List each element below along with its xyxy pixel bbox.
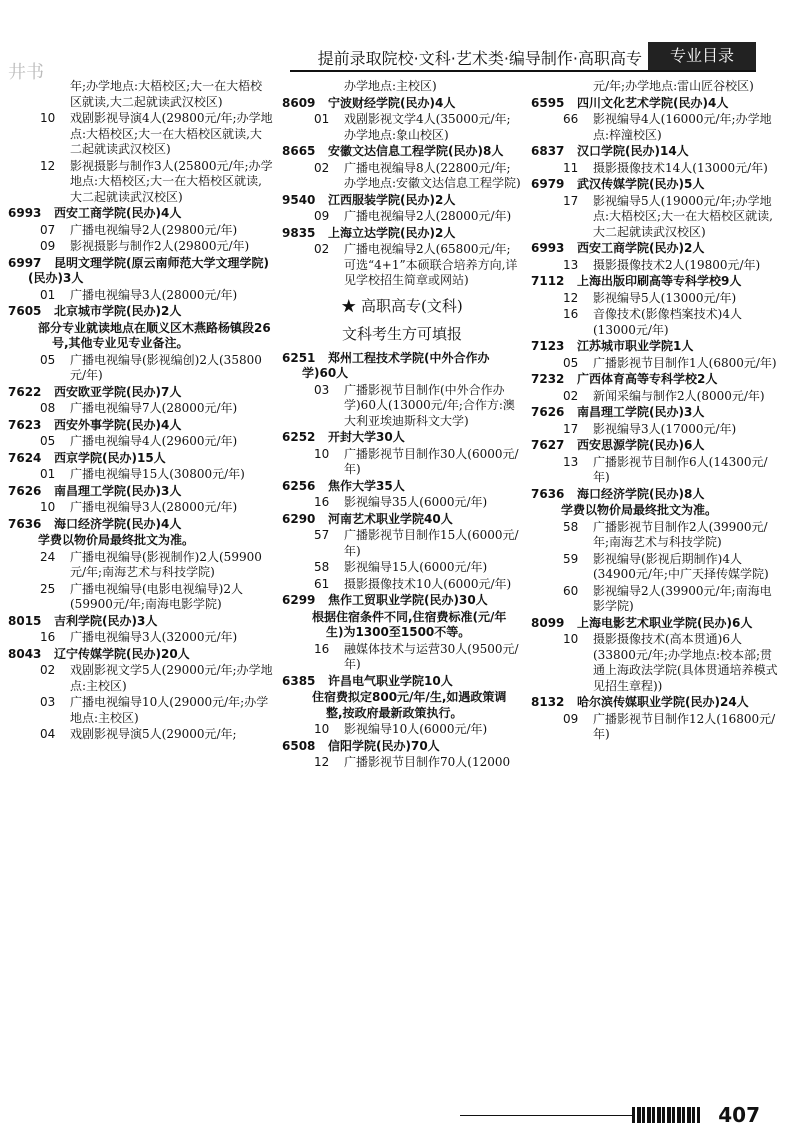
school-entry: [8, 418, 273, 434]
major-entry: [8, 223, 273, 239]
major-code: 10: [314, 446, 330, 461]
school-code: 9540: [282, 192, 316, 207]
major-code: 05: [40, 352, 56, 367]
major-code: 60: [563, 583, 579, 598]
major-text: 广播影视节目制作15人(6000元/年): [344, 528, 519, 558]
major-entry: [282, 560, 522, 576]
major-text: 新闻采编与制作2人(8000元/年): [593, 388, 765, 403]
major-text: 影视编导5人(13000元/年): [593, 290, 737, 305]
major-entry: [531, 632, 783, 694]
school-code: 6299: [282, 593, 316, 607]
major-text: 影视编导35人(6000元/年): [344, 495, 488, 509]
school-entry: [282, 593, 522, 609]
school-name: 开封大学30人: [328, 430, 405, 444]
school-code: 7624: [8, 450, 42, 465]
major-code: 10: [40, 500, 56, 514]
major-code: 16: [40, 630, 56, 644]
school-code: 6290: [282, 511, 316, 526]
major-text: 广播电视编导2人(29800元/年): [70, 222, 238, 237]
school-entry: [531, 274, 783, 290]
school-name: 上海电影艺术职业学院(民办)6人: [577, 615, 753, 630]
major-text: 戏剧影视导演4人(29800元/年;办学地点:大梧校区;大一在大梧校区就读,大二起就读武汉校区): [70, 111, 273, 156]
major-text: 广播影视节目制作70人(12000: [344, 755, 511, 769]
school-name: 广西体育高等专科学校2人: [577, 372, 718, 386]
school-entry: [8, 647, 273, 663]
school-code: 7626: [531, 405, 565, 419]
major-entry: [282, 112, 522, 143]
major-code: 10: [314, 722, 330, 736]
school-name: 西安思源学院(民办)6人: [577, 438, 705, 452]
major-entry: [531, 112, 783, 143]
major-entry: [8, 239, 273, 255]
school-entry: [531, 695, 783, 711]
school-name: 西安工商学院(民办)4人: [54, 206, 182, 220]
major-text: 广播电视编导2人(65800元/年;可选“4+1”本硕联合培养方向,详见学校招生简章或网站): [344, 242, 518, 287]
major-code: 01: [40, 287, 56, 302]
school-entry: [531, 616, 783, 632]
school-code: 7636: [531, 486, 565, 501]
major-code: 61: [314, 576, 330, 591]
major-code: 24: [40, 549, 56, 564]
major-code: 09: [40, 239, 56, 253]
section-tag: 专业目录: [648, 42, 756, 70]
school-name: 西安工商学院(民办)2人: [577, 241, 705, 255]
school-name: 江西服装学院(民办)2人: [328, 192, 456, 207]
column-3: [531, 78, 783, 744]
major-code: 05: [40, 434, 56, 448]
major-code: 12: [563, 290, 579, 305]
school-entry: [282, 96, 522, 112]
major-entry: [8, 500, 273, 516]
major-code: 02: [40, 663, 56, 677]
school-note: 学费以物价局最终批文为准。: [561, 503, 718, 517]
major-entry: [531, 552, 783, 583]
school-name: 许昌电气职业学院10人: [328, 673, 453, 688]
footer-bar: [632, 1107, 700, 1123]
school-code: 8132: [531, 695, 565, 709]
school-code: 8609: [282, 95, 316, 110]
major-text: 广播影视节目制作30人(6000元/年): [344, 446, 519, 476]
school-code: 8015: [8, 613, 42, 628]
major-text: 摄影摄像技术(高本贯通)6人(33800元/年;办学地点:校本部;贯通上海政法学院(具体贯通培养模式见招生章程)): [593, 632, 778, 693]
major-entry: [531, 520, 783, 551]
school-name: 焦作大学35人: [328, 478, 405, 493]
school-name: 四川文化艺术学院(民办)4人: [577, 95, 729, 110]
school-name: 南昌理工学院(民办)3人: [577, 405, 705, 419]
major-text: 广播电视编导(影视编创)2人(35800元/年): [70, 352, 262, 382]
major-code: 57: [314, 528, 330, 542]
major-text: 广播电视编导3人(28000元/年): [70, 287, 238, 302]
school-entry: [282, 226, 522, 242]
major-entry: [531, 584, 783, 615]
school-entry: [531, 372, 783, 388]
major-entry: [8, 159, 273, 206]
school-name: 昆明文理学院(原云南师范大学文理学院)(民办)3人: [28, 255, 269, 285]
major-entry: [282, 722, 522, 738]
major-entry: [8, 353, 273, 384]
major-text: 音像技术(影像档案技术)4人(13000元/年): [593, 307, 742, 337]
major-code: 09: [563, 711, 579, 726]
school-code: 6997: [8, 255, 42, 270]
major-code: 10: [40, 111, 56, 125]
school-entry: [8, 304, 273, 320]
school-entry: [282, 479, 522, 495]
major-code: 01: [314, 112, 330, 126]
school-name: 西安欧亚学院(民办)7人: [54, 384, 182, 399]
school-code: 6385: [282, 673, 316, 688]
major-entry: [282, 642, 522, 673]
major-text: 摄影摄像技术2人(19800元/年): [593, 257, 761, 272]
header-rule: [290, 70, 756, 72]
major-text: 广播电视编导(影视制作)2人(59900元/年;南海艺术与科技学院): [70, 549, 262, 579]
major-code: 12: [40, 158, 56, 173]
school-name: 哈尔滨传媒职业学院(民办)24人: [577, 695, 749, 709]
major-entry: [282, 755, 522, 771]
school-entry: [531, 405, 783, 421]
school-note: 部分专业就读地点在顺义区木燕路杨镇段26号,其他专业见专业备注。: [38, 320, 271, 350]
school-name: 辽宁传媒学院(民办)20人: [54, 646, 190, 661]
major-text: 广播电视编导3人(32000元/年): [70, 630, 238, 644]
school-entry: [8, 484, 273, 500]
major-entry: [531, 291, 783, 307]
major-text: 摄影摄像技术10人(6000元/年): [344, 576, 512, 591]
major-code: 16: [563, 307, 579, 321]
school-name: 汉口学院(民办)14人: [577, 144, 689, 158]
school-code: 7627: [531, 438, 565, 452]
school-name: 上海出版印刷高等专科学校9人: [577, 274, 742, 288]
school-code: 6993: [8, 206, 42, 220]
major-entry: [8, 401, 273, 417]
major-text: 广播电视编导(电影电视编导)2人(59900元/年;南海电影学院): [70, 581, 243, 611]
school-entry: [531, 339, 783, 355]
major-code: 01: [40, 467, 56, 481]
major-code: 02: [314, 242, 330, 256]
school-name: 西京学院(民办)15人: [54, 450, 166, 465]
major-text: 摄影摄像技术14人(13000元/年): [593, 160, 768, 175]
school-code: 6837: [531, 144, 565, 158]
school-name: 安徽文达信息工程学院(民办)8人: [328, 144, 504, 158]
school-note: 住宿费拟定800元/年/生,如遇政策调整,按政府最新政策执行。: [312, 690, 507, 720]
major-entry: [8, 695, 273, 726]
continued-text: 元/年;办学地点:雷山匠谷校区): [593, 79, 754, 93]
major-entry: [8, 550, 273, 581]
major-text: 广播电视编导2人(28000元/年): [344, 209, 512, 223]
school-entry: [531, 241, 783, 257]
major-text: 广播电视编导7人(28000元/年): [70, 401, 238, 415]
school-code: 7636: [8, 516, 42, 531]
school-code: 8043: [8, 646, 42, 661]
major-entry: [531, 194, 783, 241]
column-1: [8, 78, 273, 744]
major-code: 17: [563, 193, 579, 208]
major-text: 广播电视编导8人(22800元/年;办学地点:安徽文达信息工程学院): [344, 160, 521, 190]
major-entry: [282, 528, 522, 559]
section-heading: ★ 高职高专(文科): [341, 296, 463, 315]
major-text: 戏剧影视文学5人(29000元/年;办学地点:主校区): [70, 663, 273, 693]
major-code: 13: [563, 257, 579, 272]
major-code: 04: [40, 727, 56, 741]
school-code: 7626: [8, 483, 42, 498]
school-entry: [282, 512, 522, 528]
major-code: 07: [40, 222, 56, 237]
major-entry: [531, 455, 783, 486]
school-entry: [8, 385, 273, 401]
school-code: 6251: [282, 350, 316, 365]
school-code: 6993: [531, 241, 565, 255]
major-code: 08: [40, 401, 56, 415]
major-entry: [531, 389, 783, 405]
page-footer: [460, 1101, 760, 1129]
school-name: 海口经济学院(民办)4人: [54, 516, 182, 531]
school-code: 8665: [282, 144, 316, 158]
major-entry: [8, 111, 273, 158]
major-text: 影视编导3人(17000元/年): [593, 421, 737, 436]
page-header: [290, 40, 756, 74]
major-text: 戏剧影视文学4人(35000元/年;办学地点:象山校区): [344, 112, 511, 142]
school-entry: [282, 144, 522, 160]
major-entry: [8, 434, 273, 450]
school-code: 6979: [531, 177, 565, 191]
major-text: 广播影视节目制作1人(6800元/年): [593, 355, 777, 370]
major-text: 影视摄影与制作3人(25800元/年;办学地点:大梧校区;大一在大梧校区就读,大二起就读武汉校区): [70, 158, 273, 204]
school-name: 宁波财经学院(民办)4人: [328, 95, 456, 110]
major-text: 广播影视节目制作6人(14300元/年): [593, 454, 768, 484]
school-code: 7623: [8, 417, 42, 432]
page-number: 407: [718, 1103, 760, 1127]
school-name: 上海立达学院(民办)2人: [328, 225, 456, 240]
major-text: 广播影视节目制作(中外合作办学)60人(13000元/年;合作方:澳大利亚埃迪斯科文大学): [344, 382, 515, 428]
continued-text: 办学地点:主校区): [344, 79, 437, 93]
major-code: 58: [563, 519, 579, 534]
major-text: 广播电视编导15人(30800元/年): [70, 467, 245, 481]
school-code: 8099: [531, 615, 565, 630]
major-entry: [282, 209, 522, 225]
section-heading: 文科考生方可填报: [341, 324, 462, 343]
major-code: 09: [314, 209, 330, 223]
major-entry: [531, 712, 783, 743]
major-code: 25: [40, 581, 56, 596]
school-name: 北京城市学院(民办)2人: [54, 304, 182, 318]
major-text: 影视编导4人(16000元/年;办学地点:梓潼校区): [593, 112, 772, 142]
school-code: 7112: [531, 274, 565, 288]
school-entry: [8, 614, 273, 630]
major-code: 13: [563, 454, 579, 469]
school-code: 6595: [531, 95, 565, 110]
major-code: 02: [563, 388, 579, 403]
school-code: 7232: [531, 372, 565, 386]
major-text: 戏剧影视导演5人(29000元/年;: [70, 727, 237, 741]
school-name: 江苏城市职业学院1人: [577, 339, 694, 353]
school-entry: [8, 206, 273, 222]
school-name: 海口经济学院(民办)8人: [577, 486, 705, 501]
column-2: [282, 78, 522, 772]
major-entry: [8, 582, 273, 613]
major-entry: [8, 663, 273, 694]
major-text: 广播电视编导4人(29600元/年): [70, 434, 238, 448]
major-entry: [282, 495, 522, 511]
school-entry: [8, 517, 273, 533]
major-text: 影视编导15人(6000元/年): [344, 560, 488, 574]
major-entry: [282, 161, 522, 192]
school-entry: [531, 177, 783, 193]
major-entry: [282, 447, 522, 478]
major-text: 影视编导5人(19000元/年;办学地点:大梧校区;大一在大梧校区就读,大二起就读武汉校区): [593, 193, 773, 239]
major-entry: [531, 422, 783, 438]
school-entry: [282, 351, 522, 382]
school-name: 信阳学院(民办)70人: [328, 738, 440, 753]
school-code: 7123: [531, 339, 565, 353]
major-text: 广播电视编导3人(28000元/年): [70, 500, 238, 514]
school-name: 吉利学院(民办)3人: [54, 613, 158, 628]
major-code: 05: [563, 355, 579, 370]
school-entry: [8, 256, 273, 287]
school-code: 6252: [282, 430, 316, 444]
school-name: 武汉传媒学院(民办)5人: [577, 177, 705, 191]
major-text: 影视编导(影视后期制作)4人(34900元/年;中广天择传媒学院): [593, 551, 769, 581]
school-entry: [282, 674, 522, 690]
major-text: 影视编导2人(39900元/年;南海电影学院): [593, 583, 772, 613]
school-code: 6508: [282, 738, 316, 753]
school-code: 7605: [8, 304, 42, 318]
major-text: 融媒体技术与运营30人(9500元/年): [344, 641, 519, 671]
school-entry: [531, 144, 783, 160]
major-code: 02: [314, 160, 330, 175]
school-name: 西安外事学院(民办)4人: [54, 417, 182, 432]
major-code: 10: [563, 632, 579, 646]
school-entry: [531, 96, 783, 112]
major-code: 16: [314, 495, 330, 509]
major-text: 影视摄影与制作2人(29800元/年): [70, 239, 250, 253]
school-entry: [8, 451, 273, 467]
school-entry: [531, 438, 783, 454]
school-entry: [282, 430, 522, 446]
major-entry: [8, 288, 273, 304]
publisher-logo: 井书: [8, 62, 44, 83]
major-entry: [8, 467, 273, 483]
major-code: 58: [314, 560, 330, 574]
school-name: 河南艺术职业学院40人: [328, 511, 453, 526]
major-text: 广播影视节目制作2人(39900元/年;南海艺术与科技学院): [593, 519, 768, 549]
school-entry: [282, 739, 522, 755]
major-text: 影视编导10人(6000元/年): [344, 722, 488, 736]
school-name: 郑州工程技术学院(中外合作办学)60人: [302, 350, 490, 380]
school-code: 7622: [8, 384, 42, 399]
school-entry: [282, 193, 522, 209]
school-code: 9835: [282, 225, 316, 240]
school-note: 根据住宿条件不同,住宿费标准(元/年生)为1300至1500不等。: [312, 609, 507, 639]
major-code: 11: [563, 160, 579, 175]
header-title: 提前录取院校·文科·艺术类·编导制作·高职高专: [317, 49, 642, 68]
major-entry: [8, 630, 273, 646]
major-text: 广播电视编导10人(29000元/年;办学地点:主校区): [70, 695, 269, 725]
major-entry: [531, 356, 783, 372]
school-note: 学费以物价局最终批文为准。: [38, 533, 195, 547]
major-entry: [8, 727, 273, 743]
major-entry: [282, 577, 522, 593]
major-code: 03: [40, 695, 56, 709]
school-code: 6256: [282, 478, 316, 493]
major-code: 03: [314, 382, 330, 397]
major-code: 16: [314, 641, 330, 656]
school-name: 南昌理工学院(民办)3人: [54, 483, 182, 498]
continued-text: 年;办学地点:大梧校区;大一在大梧校区就读,大二起就读武汉校区): [70, 79, 263, 109]
major-entry: [282, 242, 522, 289]
major-code: 17: [563, 421, 579, 436]
major-entry: [531, 161, 783, 177]
major-code: 12: [314, 755, 330, 769]
major-code: 66: [563, 112, 579, 126]
major-code: 59: [563, 551, 579, 566]
major-entry: [531, 258, 783, 274]
major-entry: [531, 307, 783, 338]
major-text: 广播影视节目制作12人(16800元/年): [593, 711, 776, 741]
major-entry: [282, 383, 522, 430]
school-entry: [531, 487, 783, 503]
school-name: 焦作工贸职业学院(民办)30人: [328, 593, 488, 607]
